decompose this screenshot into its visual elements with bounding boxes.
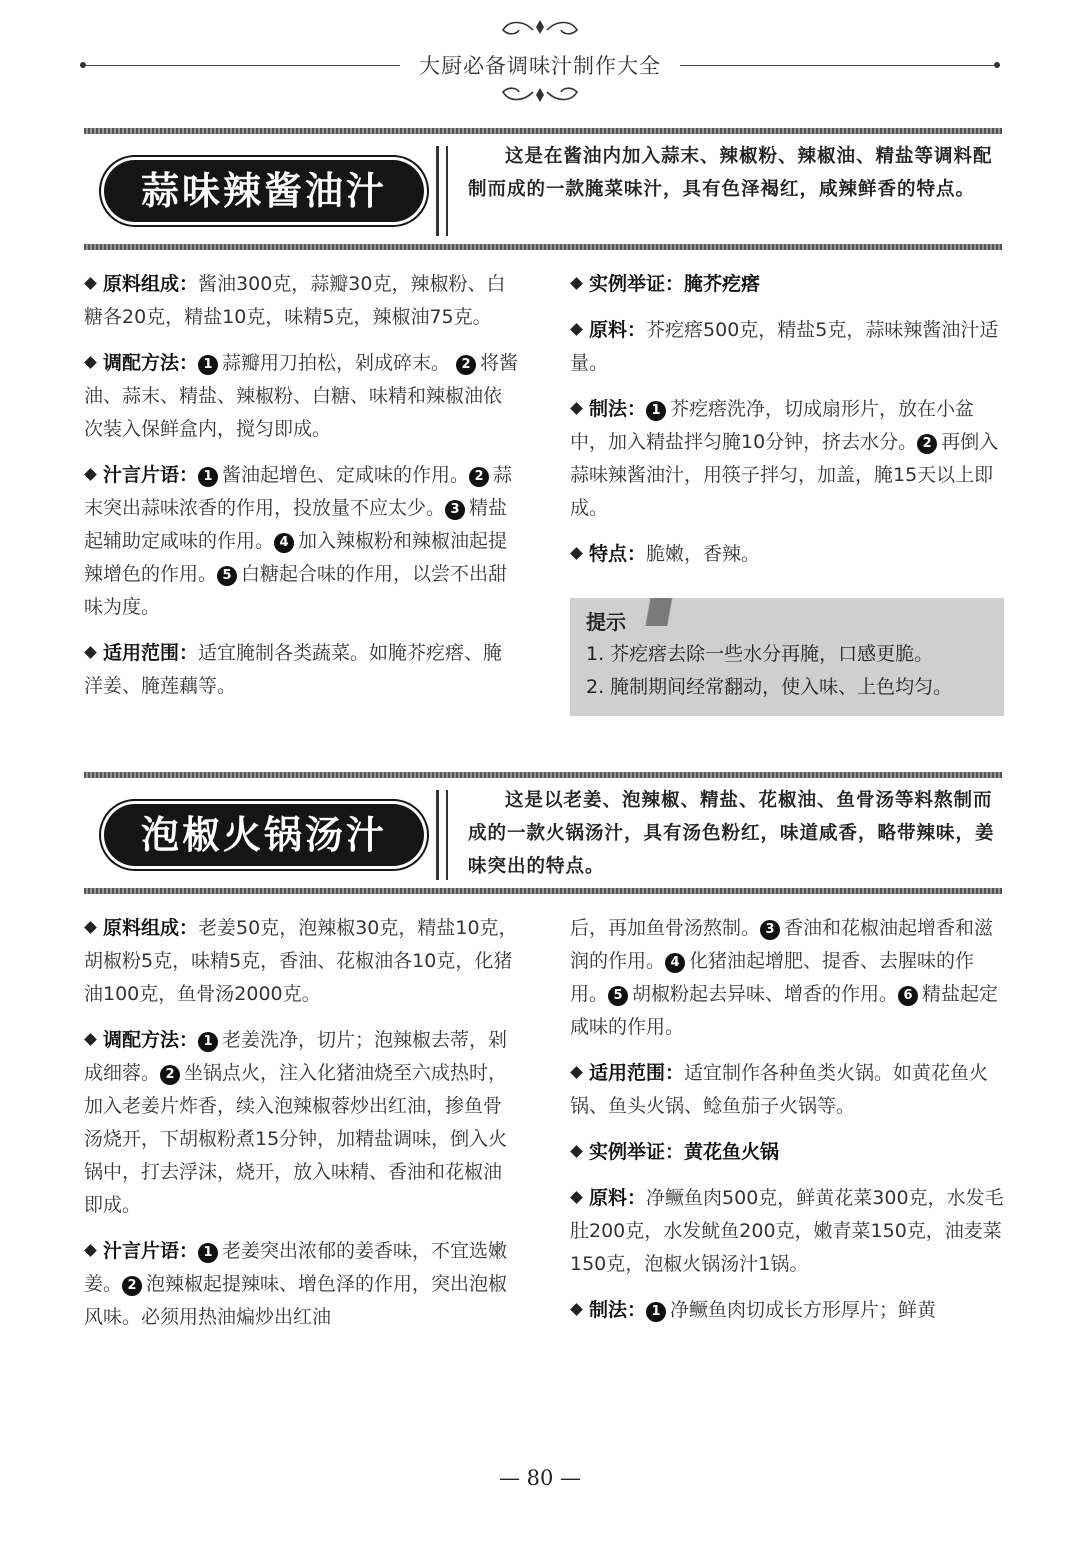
scope-label: 适用范围：: [589, 1062, 685, 1084]
header-rule-right: [680, 65, 1000, 66]
banner-separator: [436, 790, 448, 880]
section-2-left-column: [84, 912, 520, 1347]
method-step: 蒜瓣用刀拍松，剁成碎末。: [222, 352, 451, 374]
scope-text: 适宜制作各种鱼类火锅。如黄花鱼火锅、鱼头火锅、鲶鱼茄子火锅等。: [570, 1062, 989, 1117]
note-item: 白糖起合味的作用，以尝不出甜味为度。: [84, 563, 508, 618]
note-item: 蒜末突出蒜味浓香的作用，投放量不应太少。: [84, 464, 513, 519]
feature-label: 特点：: [589, 543, 647, 565]
diamond-bullet-icon: [570, 1303, 583, 1316]
step-1-icon: 1: [198, 355, 218, 375]
diamond-bullet-icon: [570, 323, 583, 336]
step-1-icon: 1: [646, 401, 666, 421]
recipe-ingredients-text: 净鳜鱼肉500克，鲜黄花菜300克，水发毛肚200克，水发鱿鱼200克，嫩青菜150克，油麦菜150克，泡椒火锅汤汁1锅。: [570, 1187, 1004, 1275]
ingredients-text: 酱油300克，蒜瓣30克，辣椒粉、白糖各20克，精盐10克，味精5克，辣椒油75克。: [84, 273, 506, 328]
step-1-icon: 1: [646, 1302, 666, 1322]
recipe-method-label: 制法：: [589, 1299, 647, 1321]
flourish-ornament-icon: [495, 18, 585, 40]
method-label: 调配方法：: [103, 1029, 199, 1051]
note-item: 精盐起辅助定咸味的作用。: [84, 497, 508, 552]
method-step: 老姜洗净，切片；泡辣椒去蒂，剁成细蓉。: [84, 1029, 508, 1084]
scope-label: 适用范围：: [103, 642, 199, 664]
step-3-icon: 3: [445, 500, 465, 520]
method-paragraph: [84, 1024, 520, 1222]
diamond-bullet-icon: [570, 277, 583, 290]
recipe-ingredients-paragraph: [570, 314, 1004, 380]
recipe-method-paragraph: [570, 1294, 1004, 1327]
method-paragraph: [84, 347, 520, 446]
note-item: 泡辣椒起提辣味、增色泽的作用，突出泡椒风味。必须用热油煸炒出红油: [84, 1273, 508, 1328]
section-banner: [84, 772, 1002, 896]
recipe-step: 净鳜鱼肉切成长方形厚片；鲜黄: [670, 1299, 937, 1321]
example-name: 腌芥疙瘩: [684, 273, 761, 295]
step-1-icon: 1: [198, 1032, 218, 1052]
step-2-icon: 2: [469, 467, 489, 487]
example-name: 黄花鱼火锅: [684, 1141, 780, 1163]
step-5-icon: 5: [608, 986, 628, 1006]
banner-separator: [436, 146, 448, 236]
scope-paragraph: [570, 1057, 1004, 1123]
step-2-icon: 2: [456, 355, 476, 375]
feature-paragraph: [570, 538, 1004, 571]
tip-item: 1. 芥疙瘩去除一些水分再腌，口感更脆。: [586, 643, 934, 665]
note-item: 化猪油起增肥、提香、去腥味的作用。: [570, 950, 975, 1005]
section-2-right-column: [570, 912, 1004, 1340]
diamond-bullet-icon: [84, 277, 97, 290]
method-step: 坐锅点火，注入化猪油烧至六成热时，加入老姜片炸香，续入泡辣椒蓉炒出红油，掺鱼骨汤烧开，下胡椒粉煮15分钟，加精盐调味，倒入火锅中，打去浮沫，烧开，放入味精、香油和花椒油即成。: [84, 1062, 508, 1216]
step-2-icon: 2: [917, 434, 937, 454]
notes-label: 汁言片语：: [103, 464, 199, 486]
banner-rule-top: [84, 128, 1002, 134]
scope-paragraph: [84, 637, 520, 703]
tip-list: [586, 638, 952, 704]
example-paragraph: [570, 268, 1004, 301]
example-paragraph: [570, 1136, 1004, 1169]
section-1-right-column: [570, 268, 1004, 584]
feature-text: 脆嫩，香辣。: [646, 543, 761, 565]
banner-rule-top: [84, 772, 1002, 778]
running-header: [80, 18, 1000, 108]
section-banner: [84, 128, 1002, 252]
diamond-bullet-icon: [84, 1244, 97, 1257]
tip-box: [570, 598, 1004, 716]
diamond-bullet-icon: [84, 356, 97, 369]
step-3-icon: 3: [760, 920, 780, 940]
note-item: 加入辣椒粉和辣椒油起提辣增色的作用。: [84, 530, 508, 585]
diamond-bullet-icon: [84, 646, 97, 659]
notes-continued-text: 后，再加鱼骨汤熬制。: [570, 917, 761, 939]
recipe-method-label: 制法：: [589, 398, 647, 420]
example-label: 实例举证：: [589, 1141, 685, 1163]
ingredients-text: 老姜50克，泡辣椒30克，精盐10克，胡椒粉5克，味精5克，香油、花椒油各10克，化猪油100克，鱼骨汤2000克。: [84, 917, 518, 1005]
diamond-bullet-icon: [570, 1191, 583, 1204]
step-2-icon: 2: [122, 1276, 142, 1296]
step-5-icon: 5: [217, 566, 237, 586]
recipe-ingredients-paragraph: [570, 1182, 1004, 1281]
example-label: 实例举证：: [589, 273, 685, 295]
ingredients-paragraph: [84, 912, 520, 1011]
section-intro: 这是以老姜、泡辣椒、精盐、花椒油、鱼骨汤等料熬制而成的一款火锅汤汁，具有汤色粉红，味道咸香，略带辣味，姜味突出的特点。: [468, 790, 995, 877]
diamond-bullet-icon: [570, 1145, 583, 1158]
notes-paragraph: [84, 1235, 520, 1334]
ingredients-label: 原料组成：: [103, 273, 199, 295]
diamond-bullet-icon: [570, 402, 583, 415]
diamond-bullet-icon: [84, 468, 97, 481]
recipe-ingredients-label: 原料：: [589, 319, 647, 341]
notes-paragraph: [84, 459, 520, 624]
note-item: 香油和花椒油起增香和滋润的作用。: [570, 917, 994, 972]
flourish-ornament-icon: [495, 82, 585, 104]
method-label: 调配方法：: [103, 352, 199, 374]
section-title: 泡椒火锅汤汁: [104, 804, 424, 866]
diamond-bullet-icon: [84, 1033, 97, 1046]
page-number: — 80 —: [498, 1466, 582, 1490]
step-6-icon: 6: [898, 986, 918, 1006]
ingredients-label: 原料组成：: [103, 917, 199, 939]
tip-item: 2. 腌制期间经常翻动，使入味、上色均匀。: [586, 676, 953, 698]
diamond-bullet-icon: [570, 1066, 583, 1079]
method-step: 将酱油、蒜末、精盐、辣椒粉、白糖、味精和辣椒油依次装入保鲜盒内，搅匀即成。: [84, 352, 519, 440]
note-item: 老姜突出浓郁的姜香味，不宜选嫩姜。: [84, 1240, 508, 1295]
section-1-left-column: [84, 268, 520, 716]
step-1-icon: 1: [198, 1243, 218, 1263]
notes-label: 汁言片语：: [103, 1240, 199, 1262]
recipe-method-paragraph: [570, 393, 1004, 525]
step-2-icon: 2: [160, 1065, 180, 1085]
book-title: 大厨必备调味汁制作大全: [419, 54, 661, 78]
step-4-icon: 4: [665, 953, 685, 973]
note-item: 酱油起增色、定咸味的作用。: [222, 464, 470, 486]
diamond-bullet-icon: [84, 921, 97, 934]
recipe-ingredients-text: 芥疙瘩500克，精盐5克，蒜味辣酱油汁适量。: [570, 319, 999, 374]
recipe-ingredients-label: 原料：: [589, 1187, 647, 1209]
tip-title: 提示: [586, 610, 626, 634]
recipe-step: 再倒入蒜味辣酱油汁，用筷子拌匀，加盖，腌15天以上即成。: [570, 431, 999, 519]
step-1-icon: 1: [198, 467, 218, 487]
step-4-icon: 4: [274, 533, 294, 553]
note-item: 胡椒粉起去异味、增香的作用。: [632, 983, 899, 1005]
scope-text: 适宜腌制各类蔬菜。如腌芥疙瘩、腌洋姜、腌莲藕等。: [84, 642, 503, 697]
section-intro: 这是在酱油内加入蒜末、辣椒粉、辣椒油、精盐等调料配制而成的一款腌菜味汁，具有色泽褐红，咸辣鲜香的特点。: [468, 146, 993, 200]
recipe-step: 芥疙瘩洗净，切成扇形片，放在小盆中，加入精盐拌匀腌10分钟，挤去水分。: [570, 398, 975, 453]
diamond-bullet-icon: [570, 547, 583, 560]
ingredients-paragraph: [84, 268, 520, 334]
banner-rule-bottom: [84, 244, 1002, 250]
section-title: 蒜味辣酱油汁: [104, 160, 424, 222]
banner-rule-bottom: [84, 888, 1002, 894]
notes-continued-paragraph: [570, 912, 1004, 1044]
note-item: 精盐起定咸味的作用。: [570, 983, 999, 1038]
